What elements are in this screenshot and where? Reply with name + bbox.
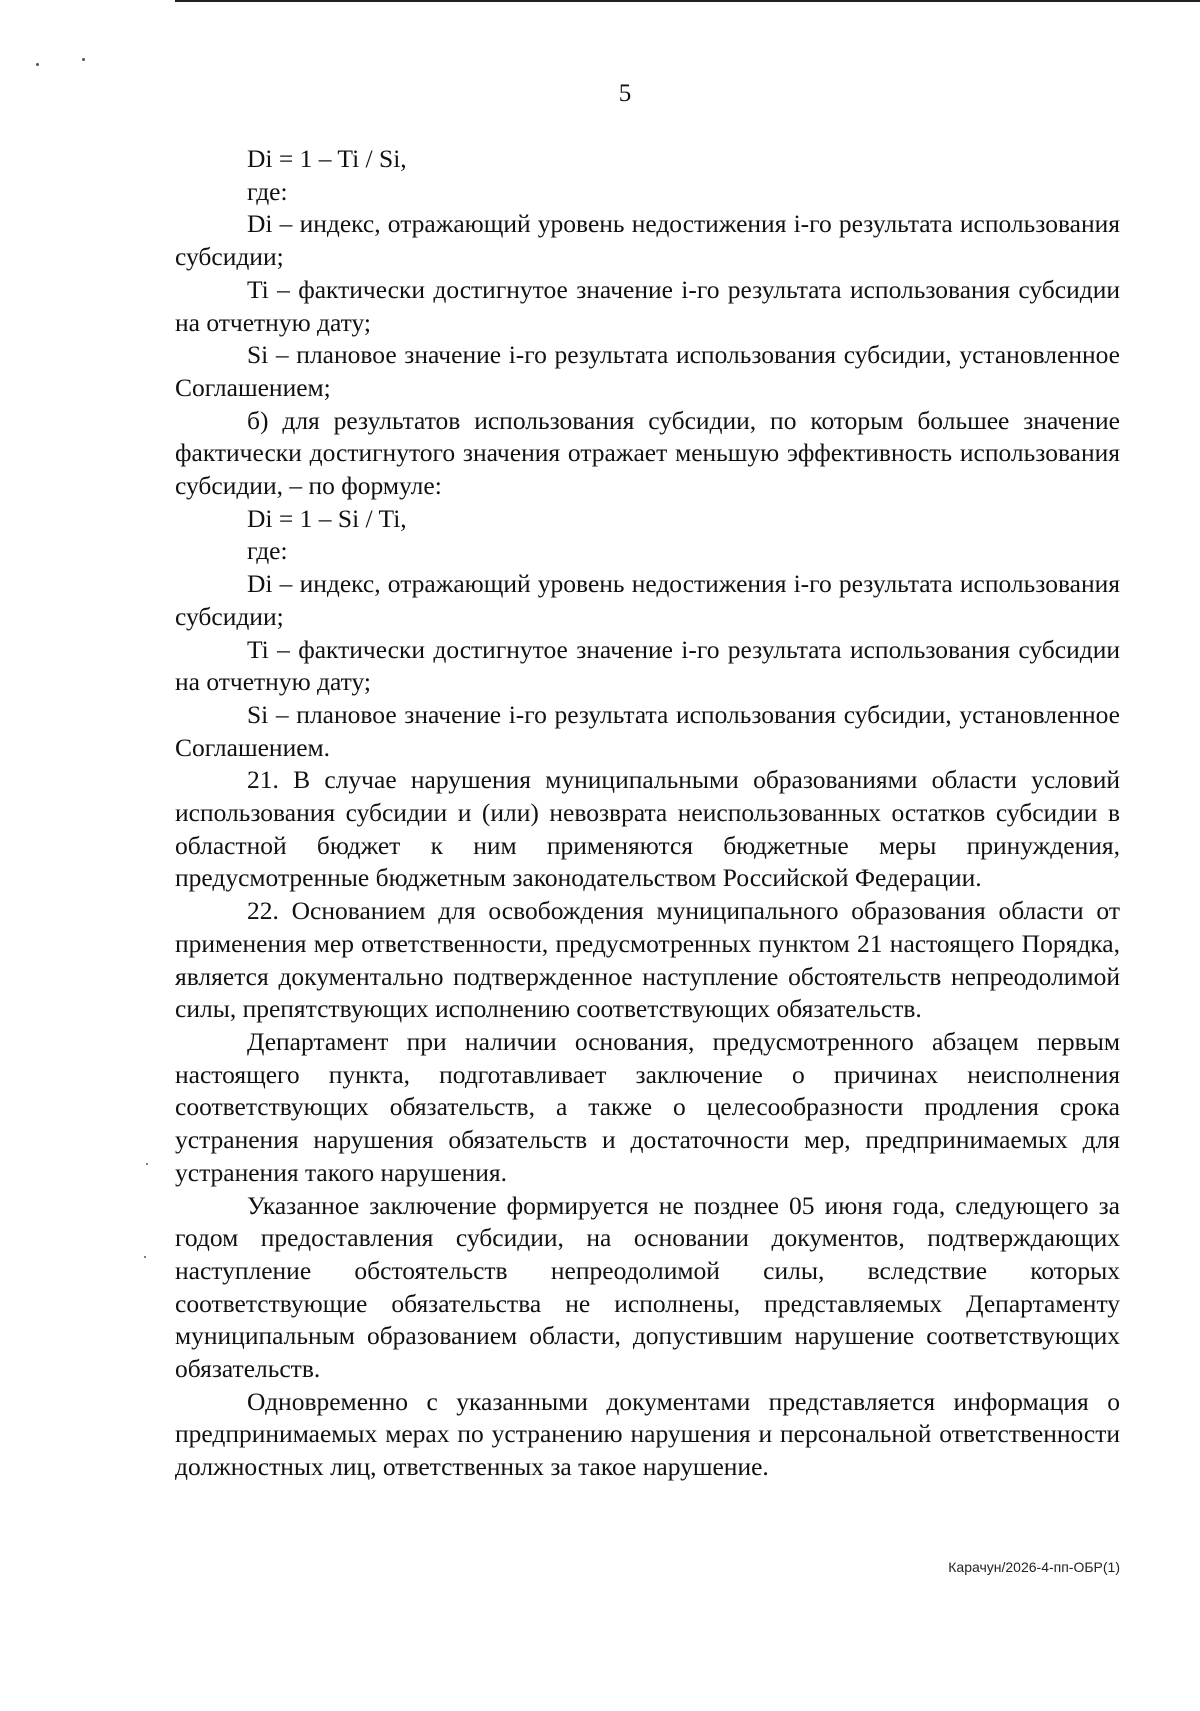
- document-footer-code: Карачун/2026-4-пп-ОБР(1): [948, 1559, 1120, 1575]
- page-number: 5: [618, 80, 632, 107]
- document-body: [175, 143, 1120, 1484]
- scan-speck: [36, 63, 39, 66]
- paragraph: 22. Основанием для освобождения муниципального образования области от применения мер ответственности, предусмотренных пунктом 21 настоящего Порядка, является документально подтвержденное наступление обстоятельств непреодолимой силы, препятствующих исполнению соответствующих обязательств.: [175, 896, 1120, 1024]
- scan-top-edge-line: [175, 0, 1200, 2]
- paragraph: б) для результатов использования субсидии, по которым большее значение фактически достигнутого значения отражает меньшую эффективность использования субсидии, – по формуле:: [175, 405, 1120, 501]
- paragraph: 21. В случае нарушения муниципальными образованиями области условий использования субсидии и (или) невозврата неиспользованных остатков субсидии в областной бюджет к ним применяются бюджетные меры принуждения, предусмотренные бюджетным законодательством Российской Федерации.: [175, 765, 1120, 893]
- paragraph: Ti – фактически достигнутое значение i-го результата использования субсидии на отчетную дату;: [175, 634, 1120, 697]
- paragraph: Ti – фактически достигнутое значение i-го результата использования субсидии на отчетную дату;: [175, 274, 1120, 337]
- paragraph: где:: [247, 176, 288, 206]
- paragraph: Указанное заключение формируется не позднее 05 июня года, следующего за годом предоставления субсидии, на основании документов, подтверждающих наступление обстоятельств непреодолимой силы, вследствие которых соответствующие обязательства не исполнены, представляемых Департаменту муниципальным образованием области, допустившим нарушение соответствующих обязательств.: [175, 1190, 1120, 1384]
- paragraph: Di – индекс, отражающий уровень недостижения i-го результата использования субсидии;: [175, 569, 1120, 631]
- paragraph: Si – плановое значение i-го результата использования субсидии, установленное Соглашением.: [175, 699, 1120, 762]
- paragraph: Департамент при наличии основания, предусмотренного абзацем первым настоящего пункта, подготавливает заключение о причинах неисполнения соответствующих обязательств, а также о целесообразности продления срока устранения нарушения обязательств и достаточности мер, предпринимаемых для устранения такого нарушения.: [175, 1026, 1120, 1187]
- formula-line: Di = 1 – Ti / Si,: [247, 144, 407, 173]
- paragraph: где:: [247, 536, 288, 566]
- paragraph: Si – плановое значение i-го результата использования субсидии, установленное Соглашением;: [175, 340, 1120, 402]
- scan-speck: [146, 1163, 148, 1165]
- scan-speck: [82, 58, 85, 61]
- paragraph: Одновременно с указанными документами представляется информация о предпринимаемых мерах по устранению нарушения и персональной ответственности должностных лиц, ответственных за такое нарушение.: [175, 1386, 1120, 1482]
- paragraph: Di – индекс, отражающий уровень недостижения i-го результата использования субсидии;: [175, 209, 1120, 272]
- scan-speck: [144, 1256, 146, 1258]
- formula-line: Di = 1 – Si / Ti,: [247, 503, 407, 533]
